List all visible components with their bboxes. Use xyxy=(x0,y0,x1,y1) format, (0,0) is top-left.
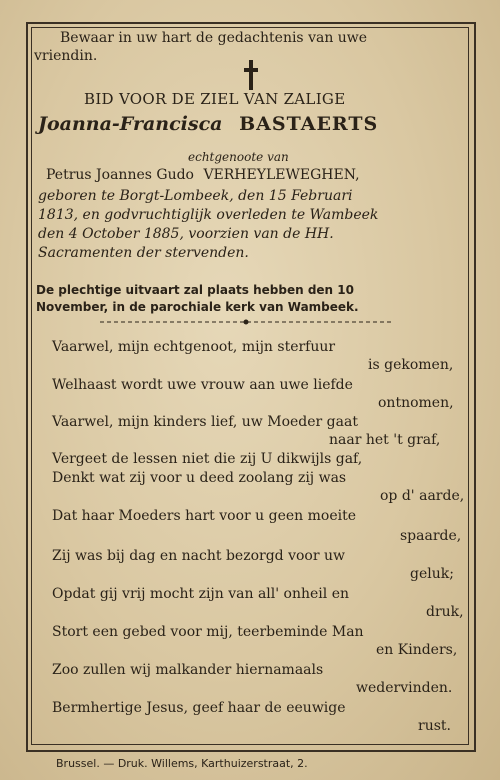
bio-line-4: Sacramenten der stervenden. xyxy=(38,245,249,261)
verse-line-21: rust. xyxy=(418,718,451,734)
verse-line-15: druk, xyxy=(426,604,464,620)
bio-line-3: den 4 October 1885, voorzien van de HH. xyxy=(38,226,334,242)
printer-imprint: Brussel. — Druk. Willems, Karthuizerstraat, 2. xyxy=(56,757,308,770)
header-line-2: vriendin. xyxy=(34,48,98,64)
verse-line-11: spaarde, xyxy=(400,528,462,544)
ornamental-divider-icon xyxy=(100,317,392,327)
deceased-given-names: Joanna-Francisca xyxy=(38,113,223,135)
header-line-1: Bewaar in uw hart de gedachtenis van uwe xyxy=(60,30,368,46)
spouse-name xyxy=(46,167,360,183)
verse-line-1: Vaarwel, mijn echtgenoot, mijn sterfuur xyxy=(52,339,336,355)
verse-line-7: Vergeet de lessen niet die zij U dikwijls gaf, xyxy=(52,451,363,467)
verse-line-16: Stort een gebed voor mij, teerbeminde Man xyxy=(52,624,364,640)
bio-line-1: geboren te Borgt-Lombeek, den 15 Februari xyxy=(38,188,353,204)
verse-line-20: Bermhertige Jesus, geef haar de eeuwige xyxy=(52,700,346,716)
verse-line-14: Opdat gij vrij mocht zijn van all' onheil en xyxy=(52,586,350,602)
deceased-name xyxy=(38,113,378,135)
verse-line-6: naar het 't graf, xyxy=(329,432,441,448)
spouse-label: echtgenoote van xyxy=(188,150,289,164)
verse-line-17: en Kinders, xyxy=(376,642,458,658)
funeral-line-2: November, in de parochiale kerk van Wambeek. xyxy=(36,300,359,314)
verse-line-12: Zij was bij dag en nacht bezorgd voor uw xyxy=(52,548,345,564)
spouse-given-names: Petrus Joannes Gudo xyxy=(46,167,194,183)
cross-icon xyxy=(244,60,258,90)
prayer-heading: BID VOOR DE ZIEL VAN ZALIGE xyxy=(84,90,346,108)
verse-line-13: geluk; xyxy=(410,566,454,582)
verse-line-10: Dat haar Moeders hart voor u geen moeite xyxy=(52,508,357,524)
verse-line-2: is gekomen, xyxy=(368,357,454,373)
deceased-surname: BASTAERTS xyxy=(239,113,379,135)
verse-line-9: op d' aarde, xyxy=(380,488,465,504)
verse-line-19: wedervinden. xyxy=(356,680,453,696)
verse-line-5: Vaarwel, mijn kinders lief, uw Moeder gaat xyxy=(52,414,358,430)
verse-line-8: Denkt wat zij voor u deed zoolang zij was xyxy=(52,470,347,486)
funeral-line-1: De plechtige uitvaart zal plaats hebben den 10 xyxy=(36,283,354,297)
bio-line-2: 1813, en godvruchtiglijk overleden te Wambeek xyxy=(38,207,379,223)
verse-line-3: Welhaast wordt uwe vrouw aan uwe liefde xyxy=(52,377,353,393)
verse-line-4: ontnomen, xyxy=(378,395,454,411)
verse-line-18: Zoo zullen wij malkander hiernamaals xyxy=(52,662,324,678)
spouse-surname: VERHEYLEWEGHEN, xyxy=(203,167,360,183)
